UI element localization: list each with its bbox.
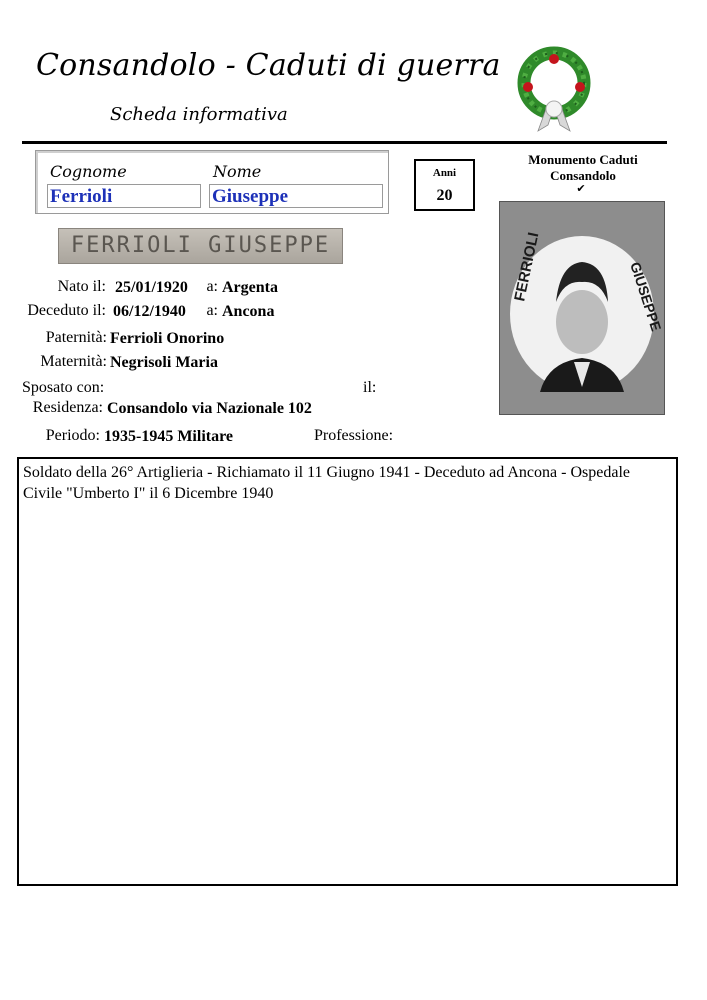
engraved-plaque: FERRIOLI GIUSEPPE [58,228,343,264]
photo-caption-left: FERRIOLI [511,230,543,303]
father-value: Ferrioli Onorino [110,330,225,347]
death-place-label: a: [206,302,218,319]
spouse-label: Sposato con: [22,379,105,396]
period-label: Periodo: [45,427,100,444]
page-title: Consandolo - Caduti di guerra [36,48,501,83]
birth-label: Nato il: [57,278,106,295]
monument-checkbox[interactable]: ✔ [576,183,586,195]
residence-value: Consandolo via Nazionale 102 [107,400,312,417]
surname-label: Cognome [50,162,127,181]
photo-caption-right: GIUSEPPE [627,259,664,334]
mother-value: Negrisoli Maria [110,354,218,371]
residence-label: Residenza: [32,399,103,416]
spouse-date-label: il: [363,379,377,396]
name-label: Nome [213,162,262,181]
birth-date: 25/01/1920 [115,279,188,296]
age-label: Anni [432,167,457,179]
mother-label: Maternità: [40,353,107,370]
death-place: Ancona [222,303,275,320]
birth-place-label: a: [206,278,218,295]
page-subtitle: Scheda informativa [110,104,288,125]
description-box[interactable]: Soldato della 26° Artiglieria - Richiamato il 11 Giugno 1941 - Deceduto ad Ancona - Ospedale Civile "Umberto I" il 6 Dicembre 1940 [17,457,678,886]
birth-place: Argenta [222,279,278,296]
monument-label: Monumento Caduti Consandolo [528,152,638,183]
age-box [414,159,475,211]
father-label: Paternità: [45,329,107,346]
profession-label: Professione: [314,427,394,444]
portrait-image [500,202,664,414]
death-date: 06/12/1940 [113,303,186,320]
wreath-logo [508,43,600,135]
period-value: 1935-1945 Militare [104,428,234,445]
death-label: Deceduto il: [27,302,106,319]
surname-field[interactable]: Ferrioli [47,184,201,208]
header-divider [22,141,667,144]
name-field[interactable]: Giuseppe [209,184,383,208]
portrait-photo [499,201,665,415]
age-value: 20 [436,187,453,204]
